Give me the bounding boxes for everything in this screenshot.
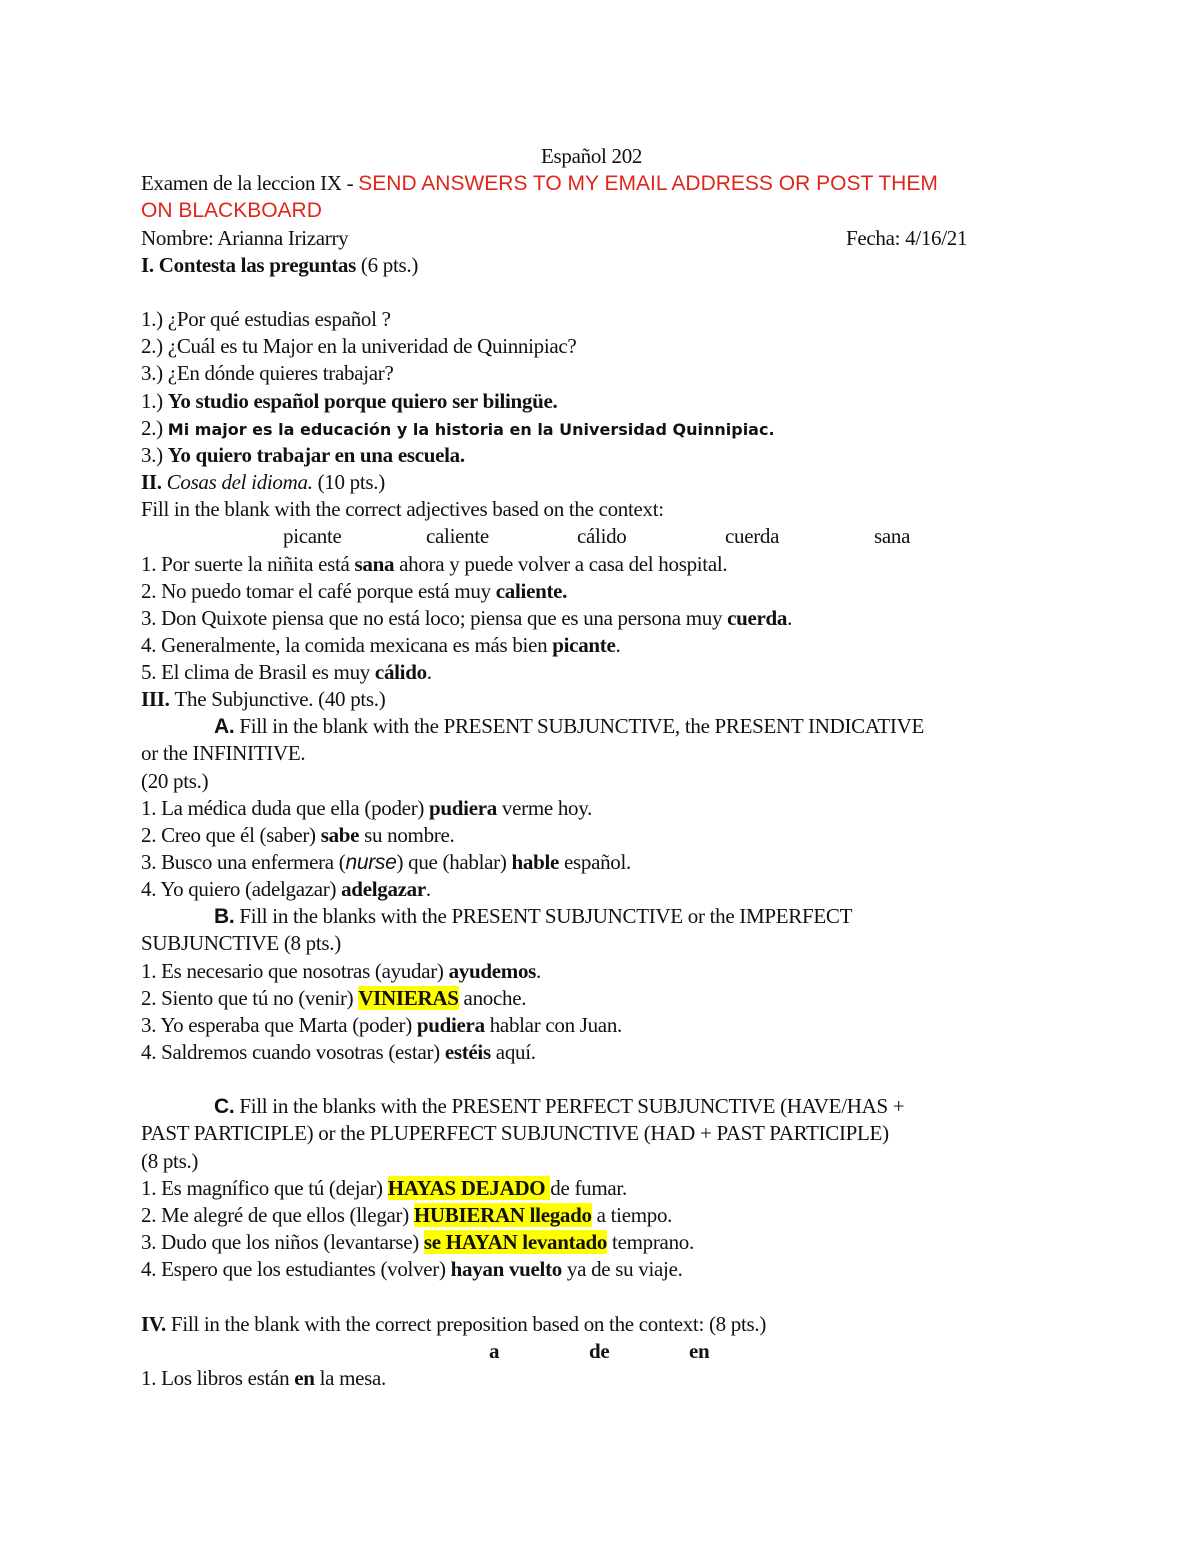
part-c-item-2: 2. Me alegré de que ellos (llegar) HUBIERAN llegado a tiempo. bbox=[141, 1203, 673, 1227]
adjective-option: caliente bbox=[426, 524, 489, 548]
part-a-item-4: 4. Yo quiero (adelgazar) adelgazar. bbox=[141, 877, 431, 901]
part-b-item-1: 1. Es necesario que nosotras (ayudar) ayudemos. bbox=[141, 959, 541, 983]
section-3-heading: III. The Subjunctive. (40 pts.) bbox=[141, 687, 386, 711]
answer-1: 1.) Yo studio español porque quiero ser bilingüe. bbox=[141, 389, 558, 413]
section-1-heading: I. Contesta las preguntas (6 pts.) bbox=[141, 253, 419, 277]
part-c-item-1: 1. Es magnífico que tú (dejar) HAYAS DEJADO de fumar. bbox=[141, 1176, 627, 1200]
part-c-pts: (8 pts.) bbox=[141, 1149, 199, 1173]
adjective-item-3: 3. Don Quixote piensa que no está loco; piensa que es una persona muy cuerda. bbox=[141, 606, 793, 630]
part-b-item-3: 3. Yo esperaba que Marta (poder) pudiera hablar con Juan. bbox=[141, 1013, 622, 1037]
question-3: 3.) ¿En dónde quieres trabajar? bbox=[141, 361, 394, 385]
question-2: 2.) ¿Cuál es tu Major en la univeridad de Quinnipiac? bbox=[141, 334, 577, 358]
part-a-item-1: 1. La médica duda que ella (poder) pudiera verme hoy. bbox=[141, 796, 593, 820]
adjective-item-1: 1. Por suerte la niñita está sana ahora y puede volver a casa del hospital. bbox=[141, 552, 728, 576]
part-a-instruction-2: or the INFINITIVE. bbox=[141, 741, 306, 765]
part-a-instruction: A. Fill in the blank with the PRESENT SUBJUNCTIVE, the PRESENT INDICATIVE bbox=[214, 714, 925, 738]
question-1: 1.) ¿Por qué estudias español ? bbox=[141, 307, 391, 331]
preposition-option: de bbox=[589, 1339, 610, 1363]
student-name: Nombre: Arianna Irizarry bbox=[141, 226, 349, 250]
section-2-heading: II. Cosas del idioma. (10 pts.) bbox=[141, 470, 385, 494]
part-b-item-4: 4. Saldremos cuando vosotras (estar) estéis aquí. bbox=[141, 1040, 536, 1064]
exam-header-line bbox=[141, 170, 938, 197]
exam-date: Fecha: 4/16/21 bbox=[846, 226, 968, 250]
preposition-item-1: 1. Los libros están en la mesa. bbox=[141, 1366, 386, 1390]
part-a-item-3: 3. Busco una enfermera (nurse) que (hablar) hable español. bbox=[141, 850, 631, 874]
document-title: Español 202 bbox=[541, 144, 643, 168]
part-b-item-2: 2. Siento que tú no (venir) VINIERAS anoche. bbox=[141, 986, 527, 1010]
adjective-item-4: 4. Generalmente, la comida mexicana es más bien picante. bbox=[141, 633, 621, 657]
highlighted-answer: se HAYAN levantado bbox=[423, 1230, 608, 1254]
answer-2: 2.) Mi major es la educación y la historia en la Universidad Quinnipiac. bbox=[141, 416, 775, 440]
part-c-instruction-2: PAST PARTICIPLE) or the PLUPERFECT SUBJUNCTIVE (HAD + PAST PARTICIPLE) bbox=[141, 1121, 889, 1145]
adjective-option: cálido bbox=[577, 524, 627, 548]
preposition-option: en bbox=[689, 1339, 710, 1363]
section-2-instruction: Fill in the blank with the correct adjectives based on the context: bbox=[141, 497, 664, 521]
adjective-item-2: 2. No puedo tomar el café porque está muy caliente. bbox=[141, 579, 568, 603]
instruction-red-1: SEND ANSWERS TO MY EMAIL ADDRESS OR POST THEM bbox=[358, 172, 938, 195]
section-4-heading: IV. Fill in the blank with the correct preposition based on the context: (8 pts.) bbox=[141, 1312, 767, 1336]
part-b-instruction-2: SUBJUNCTIVE (8 pts.) bbox=[141, 931, 341, 955]
part-b-instruction: B. Fill in the blanks with the PRESENT SUBJUNCTIVE or the IMPERFECT bbox=[214, 904, 853, 928]
highlighted-answer: HUBIERAN llegado bbox=[413, 1203, 592, 1227]
instruction-red-2: ON BLACKBOARD bbox=[141, 199, 322, 222]
highlighted-answer: VINIERAS bbox=[358, 986, 459, 1010]
exam-label: Examen de la leccion IX - bbox=[141, 171, 359, 195]
adjective-option: cuerda bbox=[725, 524, 780, 548]
part-c-item-3: 3. Dudo que los niños (levantarse) se HAYAN levantado temprano. bbox=[141, 1230, 694, 1254]
adjective-option: sana bbox=[874, 524, 911, 548]
adjective-item-5: 5. El clima de Brasil es muy cálido. bbox=[141, 660, 432, 684]
highlighted-answer: HAYAS DEJADO bbox=[387, 1176, 551, 1200]
part-a-item-2: 2. Creo que él (saber) sabe su nombre. bbox=[141, 823, 455, 847]
adjective-option: picante bbox=[283, 524, 342, 548]
preposition-option: a bbox=[489, 1339, 500, 1363]
part-c-item-4: 4. Espero que los estudiantes (volver) hayan vuelto ya de su viaje. bbox=[141, 1257, 683, 1281]
part-c-instruction: C. Fill in the blanks with the PRESENT PERFECT SUBJUNCTIVE (HAVE/HAS + bbox=[214, 1094, 905, 1118]
part-a-pts: (20 pts.) bbox=[141, 769, 209, 793]
answer-3: 3.) Yo quiero trabajar en una escuela. bbox=[141, 443, 465, 467]
